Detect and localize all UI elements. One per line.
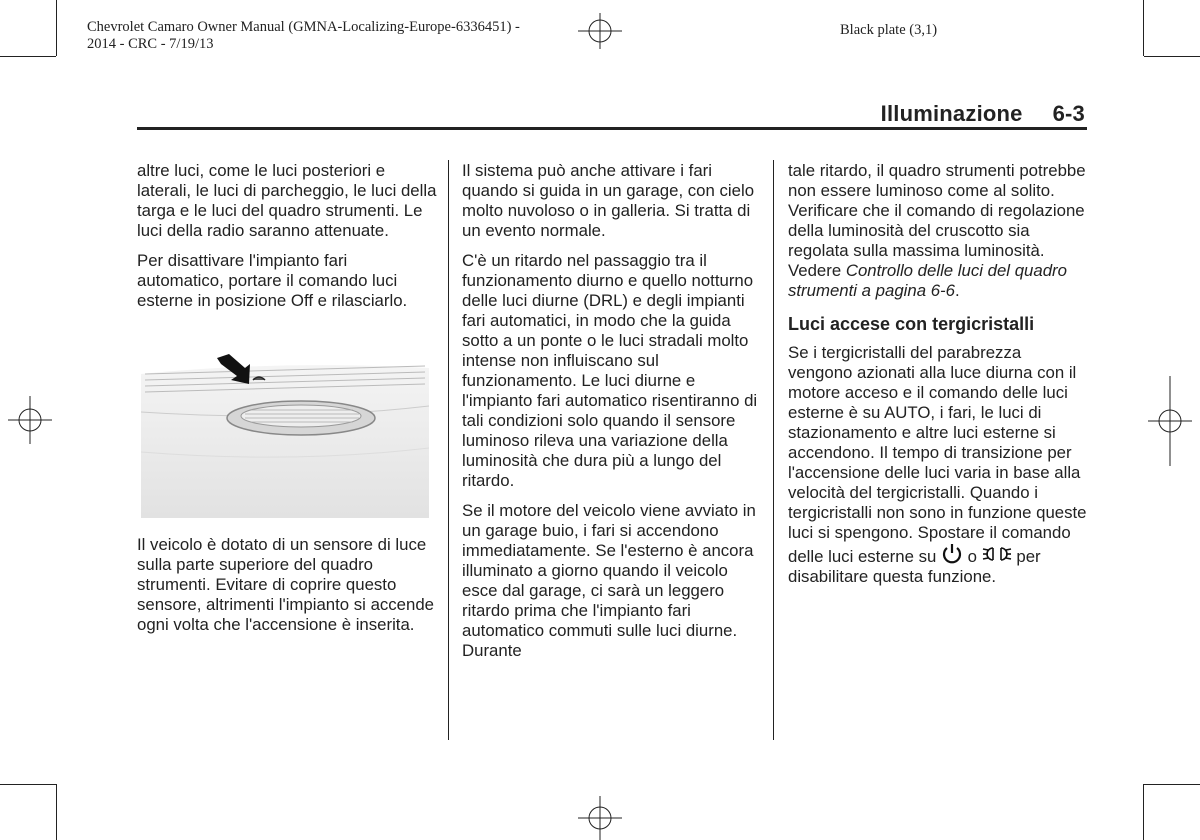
column-divider [448,160,449,740]
conjunction-text: o [967,547,978,566]
column-divider [773,160,774,740]
section-title [881,101,1085,127]
paragraph: Per disattivare l'impianto fari automatico, portare il comando luci esterne in posizione Off e rilasciarlo. [137,251,408,310]
title-rule [137,127,1087,130]
registration-target-icon [8,396,52,444]
document-header [87,19,520,53]
crop-mark-icon [56,784,57,840]
crop-mark-icon [1144,784,1200,785]
column-2 [462,161,767,671]
paragraph [788,343,1088,587]
column-1 [137,161,437,321]
crop-mark-icon [1143,0,1144,56]
column-3 [788,161,1088,597]
page-number: 6-3 [1052,101,1085,126]
paragraph: Il veicolo è dotato di un sensore di luce sulla parte superiore del quadro strumenti. Evitare di coprire questo sensore, altrimenti l'impianto si accende ogni volta che l'accensione è inserita. [137,535,435,634]
subsection-heading: Luci accese con tergicristalli [788,314,1035,334]
crop-mark-icon [0,784,56,785]
paragraph-text: per disabilitare questa funzione. [788,547,1041,586]
paragraph: Se il motore del veicolo viene avviato in un garage buio, i fari si accendono immediatamente. Se l'esterno è ancora illuminato a giorno quando il veicolo esce dal garage, ci sarà un leggero ritardo prima che l'impianto fari automatico commuti sulle luci diurne. Durante [462,501,756,660]
paragraph: Il sistema può anche attivare i fari quando si guida in un garage, con cielo molto nuvoloso o in galleria. Si tratta di un evento normale. [462,161,755,240]
section-title-text: Illuminazione [880,101,1023,126]
power-icon [941,543,963,565]
paragraph: C'è un ritardo nel passaggio tra il funzionamento diurno e quello notturno delle luci diurne (DRL) e degli impianti fari automatici, in modo che la guida sotto a un ponte o le luci stradali molto intense non influiscano sul funzionamento. Le luci diurne e l'impianto fari automatico risentiranno di tali condizioni solo quando il sensore luminoso rileva una variazione della luminosità che dura più a lungo del ritardo. [462,251,758,490]
plate-label: Black plate (3,1) [840,22,938,38]
registration-target-icon [578,796,622,840]
header-line-1: Chevrolet Camaro Owner Manual (GMNA-Localizing-Europe-6336451) - [87,19,520,35]
paragraph [788,161,1088,301]
crop-mark-icon [56,0,57,56]
parking-lamp-icon [982,543,1012,565]
header-line-2: 2014 - CRC - 7/19/13 [87,36,214,52]
paragraph-text: Se i tergicristalli del parabrezza vengono azionati alla luce diurna con il motore acceso e il comando delle luci esterne è su AUTO, i fari, le luci di stazionamento e altre luci esterne si accendono. Il tempo di transizione per l'accensione delle luci varia in base alla velocità del tergicristalli. Quando i tergicristalli non sono in funzione queste luci si spengono. Spostare il comando delle luci esterne su [788,343,1087,566]
dashboard-sensor-illustration [141,352,429,518]
paragraph: altre luci, come le luci posteriori e laterali, le luci di parcheggio, le luci della targa e le luci del quadro strumenti. Le luci della radio saranno attenuate. [137,161,437,240]
cross-reference-link[interactable]: Controllo delle luci del quadro strumenti a pagina 6-6 [788,261,1067,300]
registration-target-icon [1148,376,1192,466]
paragraph-end: . [954,281,960,300]
paragraph-text: tale ritardo, il quadro strumenti potrebbe non essere luminoso come al solito. Verificare che il comando di regolazione della luminosità del cruscotto sia regolata sulla massima luminosità. Vedere [788,161,1086,280]
crop-mark-icon [1143,784,1144,840]
crop-mark-icon [0,56,56,57]
crop-mark-icon [1144,56,1200,57]
column-1-after-figure [137,535,437,645]
registration-target-icon [578,13,622,49]
